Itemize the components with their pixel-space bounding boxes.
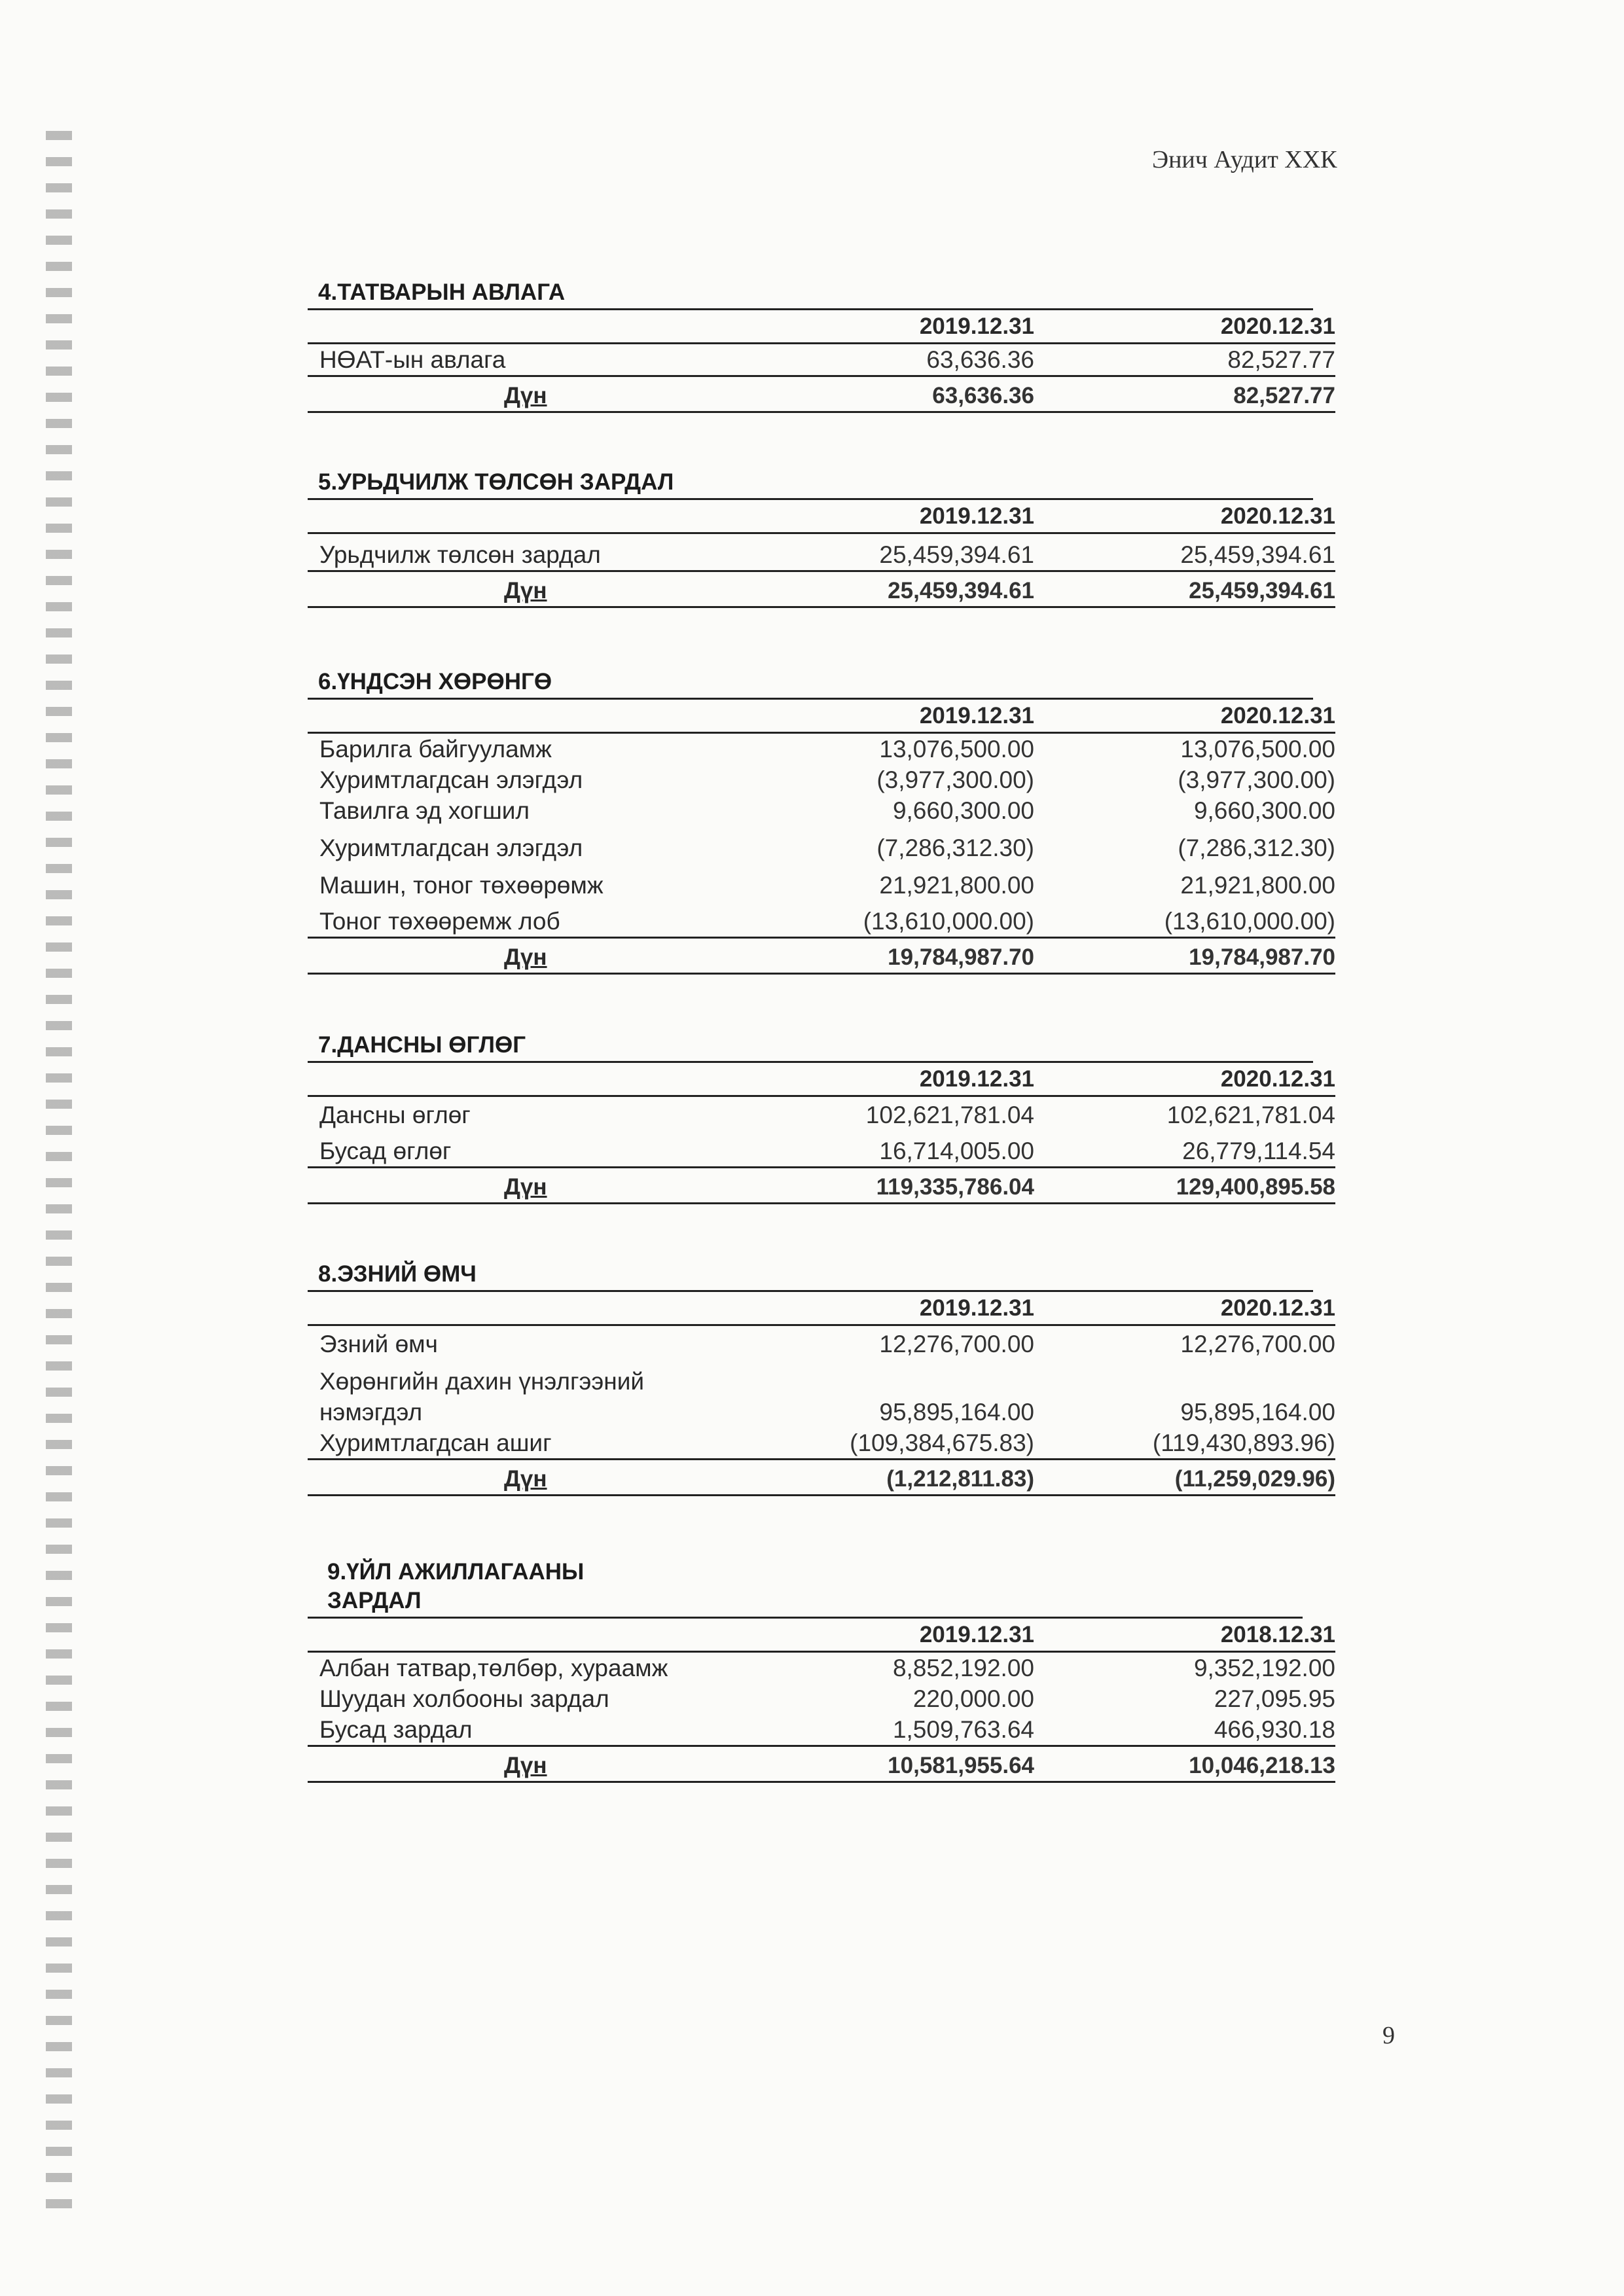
row-label: Машин, тоног төхөөрөмж <box>319 872 604 899</box>
row-value-1: 16,714,005.00 <box>879 1138 1034 1164</box>
total-row <box>308 1460 1335 1496</box>
table-row <box>308 1136 1335 1168</box>
row-label: Шуудан холбооны зардал <box>319 1685 609 1712</box>
row-label: Хуримтлагдсан ашиг <box>319 1429 552 1456</box>
row-label: Хөрөнгийн дахин үнэлгээний нэмэгдэл <box>319 1368 645 1426</box>
table-row <box>308 833 1335 863</box>
row-value-1: (109,384,675.83) <box>850 1429 1034 1456</box>
company-header: Энич Аудит ХХК <box>1152 146 1337 173</box>
row-value-1: 13,076,500.00 <box>879 736 1034 762</box>
row-value-1: 21,921,800.00 <box>879 872 1034 899</box>
section-title: 8.ЭЗНИЙ ӨМЧ <box>308 1260 1313 1292</box>
table-row <box>308 1714 1335 1747</box>
total-value-1: 119,335,786.04 <box>876 1174 1034 1200</box>
total-row <box>308 377 1335 413</box>
table-row <box>308 1366 1335 1427</box>
table-row <box>308 1653 1335 1683</box>
total-value-1: 25,459,394.61 <box>888 578 1034 603</box>
total-row <box>308 1747 1335 1783</box>
row-label: Албан татвар,төлбөр, хураамж <box>319 1655 668 1681</box>
row-value-2: 9,660,300.00 <box>1193 797 1335 824</box>
total-label: Дүн <box>504 578 547 603</box>
binding-edge <box>46 131 72 2225</box>
year-header-row <box>308 1619 1335 1653</box>
row-value-2: 13,076,500.00 <box>1180 736 1335 762</box>
section-owners-equity <box>308 1260 1335 1496</box>
section-title: 4.ТАТВАРЫН АВЛАГА <box>308 278 1313 310</box>
row-label: НӨАТ-ын авлага <box>319 346 506 373</box>
section-accounts-payable <box>308 1031 1335 1204</box>
row-label: Хуримтлагдсан элэгдэл <box>319 834 583 861</box>
row-value-2: 82,527.77 <box>1227 346 1335 373</box>
table-row <box>308 795 1335 826</box>
section-operating-expenses <box>308 1558 1335 1783</box>
table-row <box>308 870 1335 901</box>
row-value-1: 8,852,192.00 <box>892 1655 1034 1681</box>
row-value-2: (3,977,300.00) <box>1178 766 1335 793</box>
year-col-1: 2019.12.31 <box>919 703 1034 728</box>
table-row <box>308 1329 1335 1359</box>
section-tax-receivable <box>308 278 1335 413</box>
total-row <box>308 1168 1335 1204</box>
section-title: 5.УРЬДЧИЛЖ ТӨЛСӨН ЗАРДАЛ <box>308 468 1313 500</box>
row-value-2: 95,895,164.00 <box>1180 1399 1335 1426</box>
section-fixed-assets <box>308 668 1335 975</box>
row-label: Эзний өмч <box>319 1331 438 1357</box>
year-col-1: 2019.12.31 <box>919 314 1034 339</box>
row-value-2: 21,921,800.00 <box>1180 872 1335 899</box>
section-title: 6.ҮНДСЭН ХӨРӨНГӨ <box>308 668 1313 700</box>
row-value-2: (7,286,312.30) <box>1178 834 1335 861</box>
row-value-1: 12,276,700.00 <box>879 1331 1034 1357</box>
total-value-2: (11,259,029.96) <box>1174 1466 1335 1492</box>
row-label: Хуримтлагдсан элэгдэл <box>319 766 583 793</box>
row-value-2: 227,095.95 <box>1214 1685 1335 1712</box>
year-col-2: 2018.12.31 <box>1220 1622 1335 1647</box>
row-value-2: 12,276,700.00 <box>1180 1331 1335 1357</box>
row-value-2: 26,779,114.54 <box>1182 1138 1335 1164</box>
table-row <box>308 344 1335 377</box>
row-value-2: 25,459,394.61 <box>1180 541 1335 568</box>
table-row <box>308 734 1335 764</box>
year-col-1: 2019.12.31 <box>919 1622 1034 1647</box>
table-row <box>308 906 1335 939</box>
row-value-1: (3,977,300.00) <box>876 766 1034 793</box>
row-value-2: 102,621,781.04 <box>1166 1102 1335 1128</box>
year-col-1: 2019.12.31 <box>919 1066 1034 1092</box>
row-label: Тоног төхөөремж лоб <box>319 908 560 935</box>
section-title: 9.ҮЙЛ АЖИЛЛАГААНЫ ЗАРДАЛ <box>327 1559 585 1613</box>
total-value-1: 10,581,955.64 <box>888 1753 1034 1778</box>
total-value-2: 25,459,394.61 <box>1189 578 1335 603</box>
section-title: 7.ДАНСНЫ ӨГЛӨГ <box>308 1031 1313 1063</box>
total-value-2: 10,046,218.13 <box>1189 1753 1335 1778</box>
row-value-2: (13,610,000.00) <box>1164 908 1335 935</box>
total-value-2: 82,527.77 <box>1233 383 1335 408</box>
row-value-2: 9,352,192.00 <box>1193 1655 1335 1681</box>
total-label: Дүн <box>504 1466 547 1492</box>
page-number: 9 <box>1382 2022 1395 2049</box>
row-value-2: 466,930.18 <box>1214 1716 1335 1743</box>
year-header-row <box>308 310 1335 344</box>
year-col-1: 2019.12.31 <box>919 503 1034 529</box>
table-row <box>308 539 1335 572</box>
row-value-1: 1,509,763.64 <box>892 1716 1034 1743</box>
year-col-2: 2020.12.31 <box>1220 703 1335 728</box>
row-label: Дансны өглөг <box>319 1102 471 1128</box>
total-label: Дүн <box>504 1753 547 1778</box>
total-value-1: (1,212,811.83) <box>886 1466 1034 1492</box>
year-header-row <box>308 1292 1335 1326</box>
year-col-1: 2019.12.31 <box>919 1295 1034 1321</box>
total-row <box>308 939 1335 975</box>
row-label: Тавилга эд хогшил <box>319 797 530 824</box>
total-label: Дүн <box>504 383 547 408</box>
year-header-row <box>308 700 1335 734</box>
table-row <box>308 764 1335 795</box>
row-value-1: 63,636.36 <box>926 346 1034 373</box>
total-value-2: 19,784,987.70 <box>1189 944 1335 970</box>
row-value-1: (7,286,312.30) <box>876 834 1034 861</box>
total-value-1: 63,636.36 <box>932 383 1034 408</box>
row-value-1: 25,459,394.61 <box>879 541 1034 568</box>
row-value-1: (13,610,000.00) <box>863 908 1034 935</box>
table-row <box>308 1427 1335 1460</box>
row-value-1: 220,000.00 <box>912 1685 1034 1712</box>
table-row <box>308 1683 1335 1714</box>
year-col-2: 2020.12.31 <box>1220 1295 1335 1321</box>
total-label: Дүн <box>504 944 547 970</box>
row-label: Бусад өглөг <box>319 1138 452 1164</box>
year-col-2: 2020.12.31 <box>1220 1066 1335 1092</box>
table-row <box>308 1100 1335 1130</box>
year-header-row <box>308 500 1335 534</box>
total-label: Дүн <box>504 1174 547 1200</box>
year-header-row <box>308 1063 1335 1097</box>
row-value-1: 102,621,781.04 <box>865 1102 1034 1128</box>
row-value-2: (119,430,893.96) <box>1152 1429 1335 1456</box>
total-value-1: 19,784,987.70 <box>888 944 1034 970</box>
total-value-2: 129,400,895.58 <box>1176 1174 1335 1200</box>
row-value-1: 9,660,300.00 <box>892 797 1034 824</box>
year-col-2: 2020.12.31 <box>1220 314 1335 339</box>
row-label: Бусад зардал <box>319 1716 473 1743</box>
total-row <box>308 572 1335 608</box>
row-label: Урьдчилж төлсөн зардал <box>319 541 601 568</box>
year-col-2: 2020.12.31 <box>1220 503 1335 529</box>
row-label: Барилга байгууламж <box>319 736 552 762</box>
row-value-1: 95,895,164.00 <box>879 1399 1034 1426</box>
section-prepaid-expenses <box>308 468 1335 608</box>
